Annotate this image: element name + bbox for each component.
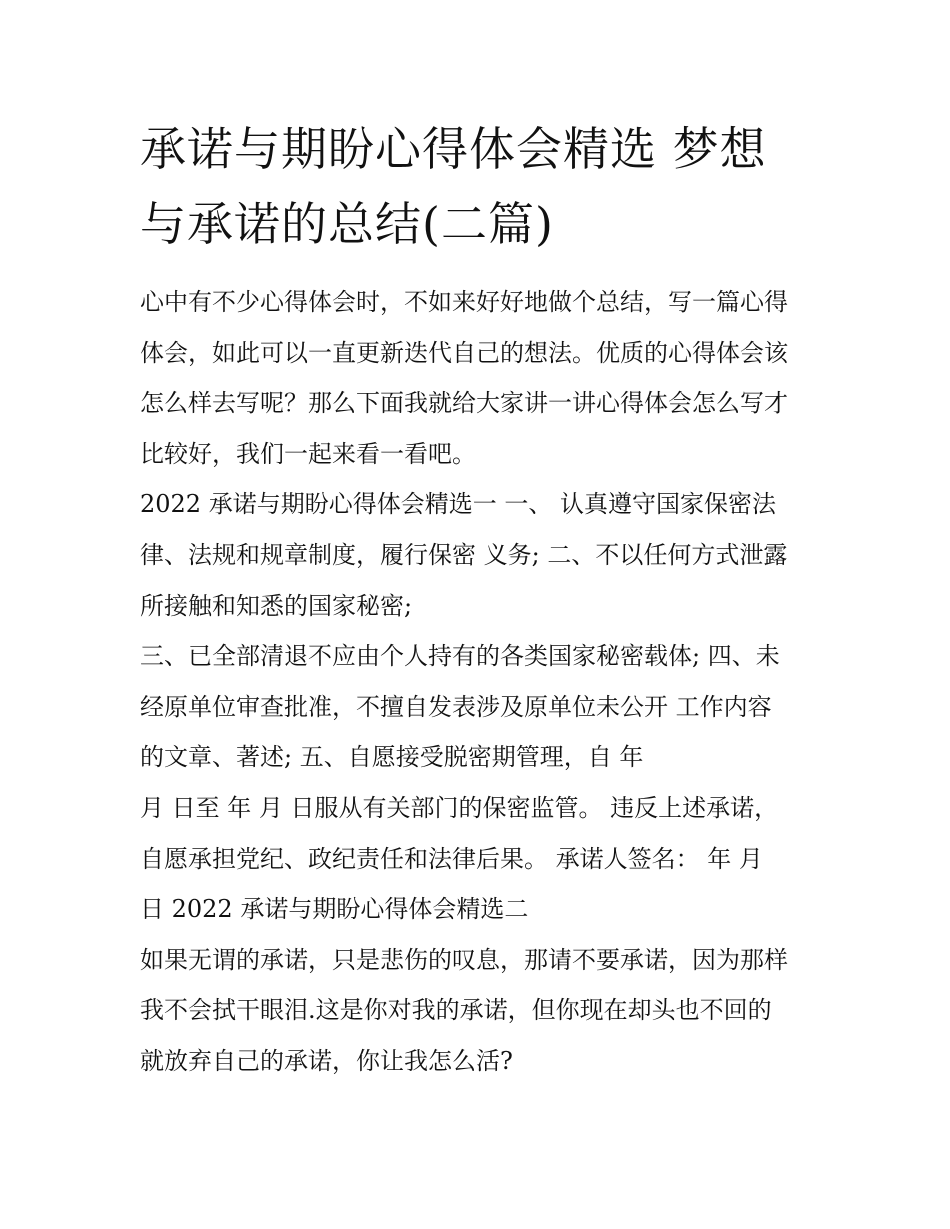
body-line: 三、已全部清退不应由个人持有的各类国家秘密载体; 四、未 bbox=[140, 642, 780, 671]
body-line: 月 日至 年 月 日服从有关部门的保密监管。 违反上述承诺， bbox=[140, 793, 779, 822]
body-line: 所接触和知悉的国家秘密; bbox=[140, 591, 413, 620]
title-line: 与承诺的总结(二篇) bbox=[140, 197, 554, 251]
body-line: 自愿承担党纪、政纪责任和法律后果。 承诺人签名： 年 月 bbox=[140, 844, 763, 873]
body-line: 经原单位审查批准，不擅自发表涉及原单位未公开 工作内容 bbox=[140, 692, 772, 721]
body-line: 体会，如此可以一直更新迭代自己的想法。优质的心得体会该 bbox=[140, 338, 788, 367]
body-line: 律、法规和规章制度，履行保密 义务; 二、不以任何方式泄露 bbox=[140, 540, 788, 569]
body-line: 就放弃自己的承诺，你让我怎么活? bbox=[140, 1046, 513, 1075]
body-line: 的文章、著述; 五、自愿接受脱密期管理，自 年 bbox=[140, 743, 644, 772]
body-line: 2022 承诺与期盼心得体会精选一 一、 认真遵守国家保密法 bbox=[140, 490, 776, 519]
body-line: 比较好，我们一起来看一看吧。 bbox=[140, 439, 476, 468]
body-line: 如果无谓的承诺，只是悲伤的叹息，那请不要承诺，因为那样 bbox=[140, 945, 788, 974]
document-body bbox=[140, 277, 830, 1087]
body-line: 日 2022 承诺与期盼心得体会精选二 bbox=[140, 895, 529, 924]
body-line: 我不会拭干眼泪.这是你对我的承诺，但你现在却头也不回的 bbox=[140, 996, 772, 1025]
body-line: 心中有不少心得体会时，不如来好好地做个总结，写一篇心得 bbox=[140, 288, 788, 316]
title-line: 承诺与期盼心得体会精选 梦想 bbox=[140, 122, 767, 176]
document-title bbox=[140, 112, 820, 262]
body-line: 怎么样去写呢？那么下面我就给大家讲一讲心得体会怎么写才 bbox=[140, 389, 788, 418]
